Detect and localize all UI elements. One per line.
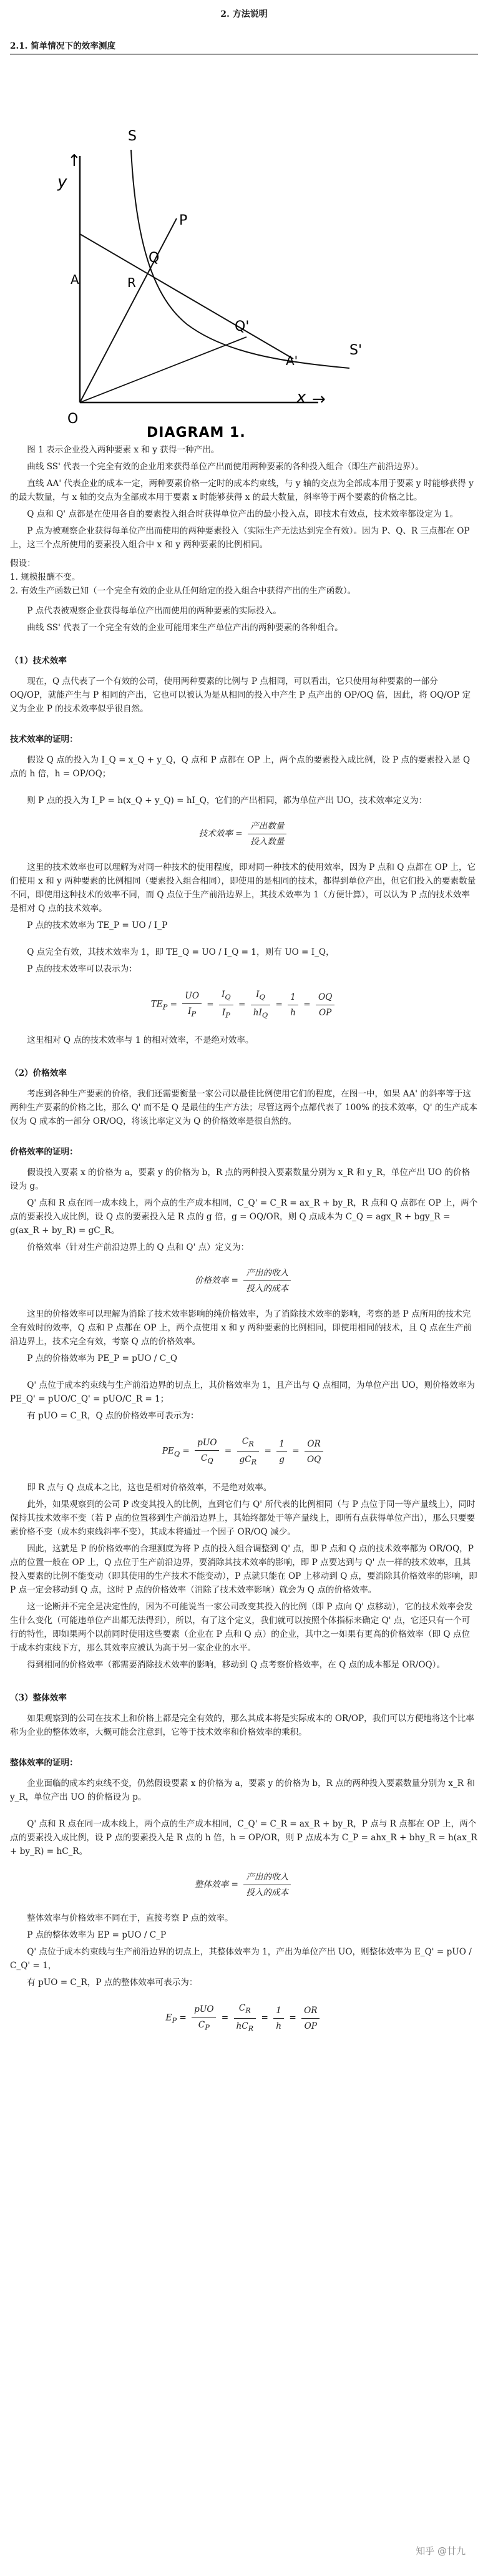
tech-proof-p6: P 点的技术效率可以表示为：: [27, 964, 137, 974]
label-a: A: [71, 272, 79, 287]
isoquant-ss-curve: [131, 150, 349, 368]
tep-formula: $TE_P$ = $\frac{UO}{I_P}$ = $\frac{I_Q}{I_P}$ = $\frac{I_Q}{hI_Q}$ = $\frac{1}{h}$ = $\frac{OQ}{OP}$: [10, 987, 478, 1022]
overall-efficiency-heading: （3）整体效率: [10, 1692, 67, 1703]
overall-efficiency-formula: [10, 1870, 478, 1900]
tech-proof-p3: 这里的技术效率也可以理解为对同一种技术的使用程度，即对同一种技术的使用效率，因为 P 点和 Q 点都在 OP 上，它们使用 x 和 y 两种要素的比例相同（要素投入组合相同），即使用的是相同的技术，都得到单位产出，但它们投入的要素数量不同，即使用这种技术的效率不同，而 Q 点位于生产前沿边界上，其技术效率为 1（方便计算），可以认为 P 点的技术效率是相对 Q 点的技术效率。: [10, 862, 476, 914]
label-q: Q: [149, 250, 160, 266]
intro-paragraph: 直线 AA' 代表企业的成本一定，两种要素价格一定时的成本约束线，与 y 轴的交点为全部成本用于要素 y 时能够获得 y 的最大数量，与 x 轴的交点为全部成本用于要素 x 时能够获得 x 的最大数量，斜率等于两个要素的价格之比。: [10, 479, 474, 502]
price-proof-p3: 价格效率（针对生产前沿边界上的 Q 点和 Q' 点）定义为：: [27, 1242, 250, 1253]
overall-proof-p6: 有 pUO = C_R，P 点的整体效率可表示为：: [27, 1977, 198, 1988]
label-a-prime: A': [286, 353, 298, 368]
intro-paragraph: P 点为被观察企业获得每单位产出而使用的两种要素投入（实际生产无法达到完全有效）。因为 P、Q、R 三点都在 OP 上，这三个点所使用的要素投入组合中 x 和 y 两种要素的比例相同。: [10, 526, 470, 550]
overall-proof-p2: Q' 点和 R 点在同一成本线上，两个点的生产成本相同，C_Q' = C_R = ax_R + by_R，P 点与 R 点都在 OP 上，两个点的要素投入成比例，设 P 点的要素投入是 R 点的 h 倍，h = OP/OR，则 P 点成本为 C_P = ahx_R + bhy_R = h(ax_R + by_R) = hC_R。: [10, 1818, 477, 1856]
price-proof-p12: 得到相同的价格效率（都需要消除技术效率的影响，移动到 Q 点考察价格效率，在 Q 点的成本都是 OR/OQ）。: [27, 1659, 446, 1670]
price-proof-p9: 此外，如果观察到的公司 P 改变其投入的比例，直到它们与 Q' 所代表的比例相同（与 P 点位于同一等产量线上），同时保持其技术效率不变（若 P 点的位置移到生产前沿边界上，其始终都处于等产量线上，即所有点获得单位产出），那么只要要素价格不变（成本约束线斜率不变），其成本将通过一个因子 OR/OQ 减少。: [10, 1499, 476, 1537]
tech-proof-heading: 技术效率的证明：: [10, 734, 78, 744]
label-y: y: [57, 173, 67, 192]
tech-intro: 现在，Q 点代表了一个有效的公司，使用两种要素的比例与 P 点相同，可以看出，它只使用每种要素的一部分 OQ/OP，就能产生与 P 相同的产出，它也可以被认为是从相同的投入中产生 P 点产出的 OP/OQ 倍，因此，将 OQ/OP 定义为企业 P 的技术效率似乎很自然。: [10, 676, 471, 714]
label-s-prime: S': [349, 343, 363, 358]
price-proof-p10: 因此，这就是 P 的价格效率的合理测度为将 P 点的投入组合调整到 Q' 点，即 P 点和 Q 点的技术效率都为 OR/OQ，P 点的位置一般在 OP 上，Q 点位于生产前沿边界，要消除其技术效率的影响，即 P 点要达到与 Q' 点一样的技术效率，且其投入要素的比例不能变动（即其使用的生产技术不能变动），P 点就只能在 OP 上移动到 Q 点，要消除其价格效率的影响，即 P 点一定会移动到 Q 点，这时 P 点的价格效率（消除了技术效率影响）就会为 Q 点的价格效率。: [10, 1543, 477, 1595]
formula-lhs: 整体效率 =: [194, 1879, 238, 1890]
formula-numerator: 产出的收入: [243, 1870, 291, 1885]
price-proof-p11: 这一论断并不完全是决定性的，因为不可能说当一家公司改变其投入的比例（即 P 点向 Q' 点移动），它的技术效率会发生什么变化（可能违单位产出都无法得到），所以，有了这个定义，我们就可以按照个体指标来确定 Q' 点，它还只有一个可行的特性，即如果两个以前同时使用这些要素（企业在 P 点和 Q 点）的企业，其中之一如果有更高的价格效率（即 Q 点位于成本约束线下方，那么其效率应被认为高于另一家企业的水平。: [10, 1601, 473, 1653]
cost-line-aa: [80, 234, 293, 359]
overall-intro: 如果观察到的公司在技术上和价格上都是完全有效的，那么其成本将是实际成本的 OR/OP，我们可以方便地将这个比率称为企业的整体效率，大概可能会注意到，它等于技术效率和价格效率的乘积。: [10, 1713, 474, 1737]
label-q-prime: Q': [235, 319, 250, 334]
assumption-item: 2. 有效生产函数已知（一个完全有效的企业从任何给定的投入组合中获得产出的生产函数）。: [10, 586, 356, 596]
diagram-title: DIAGRAM 1.: [147, 425, 246, 437]
formula-denominator: 投入的成本: [246, 1284, 289, 1294]
label-x: x: [296, 388, 306, 407]
intro-paragraph: Q 点和 Q' 点都是在使用各自的要素投入组合时获得单位产出的最小投入点，即技术有效点，技术效率都设定为 1。: [27, 509, 459, 519]
tech-proof-p2: 则 P 点的投入为 I_P = h(x_Q + y_Q) = hI_Q，它们的产出相同，都为单位产出 UO，技术效率定义为：: [27, 796, 427, 806]
overall-proof-p5: Q' 点位于成本约束线与生产前沿边界的切点上，其整体效率为 1，产出为单位产出 UO，则整体效率为 E_Q' = pUO / C_Q' = 1，: [10, 1946, 472, 1971]
page-title: 2. 方法说明: [220, 9, 268, 19]
peq-formula: $PE_Q$ = $\frac{\text{pUO}}{C_Q}$ = $\frac{C_R}{gC_R}$ = $\frac{1}{g}$ = $\frac{OR}{OQ}$: [10, 1434, 478, 1469]
intro-paragraph: 曲线 SS' 代表一个完全有效的企业用来获得单位产出而使用两种要素的各种投入组合（即生产前沿边界）。: [27, 462, 424, 472]
y-axis-arrow: ↑: [67, 152, 81, 170]
label-r: R: [127, 275, 136, 290]
note-paragraph: P 点代表被观察企业获得每单位产出而使用的两种要素的实际投入。: [27, 606, 281, 616]
price-proof-p6: Q' 点位于成本约束线与生产前沿边界的切点上，其价格效率为 1，且产出与 Q 点相同，为单位产出 UO，则价格效率为 PE_Q' = pUO/C_Q' = pUO/C_R = 1；: [10, 1380, 475, 1405]
price-proof-p4: 这里的价格效率可以理解为消除了技术效率影响的纯价格效率，为了消除技术效率的影响，考察的是 P 点所用的技术完全有效时的效率，Q 点和 P 点都在 OP 上，两个点使用 x 和 y 两种要素的比例相同，即使用相同的技术，且 Q 点在生产前沿边界上，技术完全有效，考察 Q 点的价格效率。: [10, 1309, 472, 1347]
price-efficiency-formula: [10, 1266, 478, 1296]
price-proof-heading: 价格效率的证明：: [10, 1147, 78, 1158]
formula-numerator: 产出数量: [248, 819, 286, 834]
x-axis-arrow: →: [312, 390, 326, 409]
formula-denominator: 投入数量: [250, 837, 285, 847]
label-origin: O: [67, 411, 79, 427]
tech-proof-p4: P 点的技术效率为 TE_P = UO / I_P: [27, 920, 168, 930]
watermark: 知乎 @廿九: [416, 2545, 466, 2557]
tech-efficiency-formula: [10, 819, 478, 849]
overall-proof-p4: P 点的整体效率为 EP = pUO / C_P: [27, 1930, 167, 1940]
price-intro: 考虑到各种生产要素的价格，我们还需要衡量一家公司以最佳比例使用它们的程度，在图一中，如果 AA' 的斜率等于这两种生产要素的价格之比，那么 Q' 而不是 Q 是最佳的生产方法；尽管这两个点都代表了 100% 的技术效率，Q' 的生产成本仅为 Q 成本的一部分 OR/OQ，将该比率定义为 Q 的价格效率是很自然的。: [10, 1089, 477, 1127]
overall-proof-p3: 整体效率与价格效率不同在于，直接考察 P 点的效率。: [27, 1913, 233, 1923]
note-paragraph: 曲线 SS' 代表了一个完全有效的企业可能用来生产单位产出的两种要素的各种组合。: [27, 623, 343, 633]
diagram-svg: [0, 62, 488, 437]
ray-oq-prime: [80, 337, 246, 402]
price-proof-p2: Q' 点和 R 点在同一成本线上，两个点的生产成本相同，C_Q' = C_R = ax_R + by_R，R 点和 Q 点都在 OP 上，两个点的要素投入成比例，设 Q 点的要素投入是 R 点的 g 倍，g = OQ/OR，则 Q 点成本为 C_Q = agx_R + bgy_R = g(ax_R + by_R) = gC_R。: [10, 1198, 478, 1236]
tech-proof-p5: Q 点完全有效，其技术效率为 1，即 TE_Q = UO / I_Q = 1，则有 UO = I_Q，: [27, 947, 334, 957]
ep-formula: $E_P$ = $\frac{\text{pUO}}{C_P}$ = $\frac{C_R}{hC_R}$ = $\frac{1}{h}$ = $\frac{OR}{OP}$: [10, 2001, 478, 2036]
intro-paragraph: 图 1 表示企业投入两种要素 x 和 y 获得一种产出。: [27, 445, 220, 455]
formula-denominator: 投入的成本: [246, 1887, 289, 1898]
section-heading: 2.1. 简单情况下的效率测度: [10, 41, 116, 51]
price-proof-p8: 即 R 点与 Q 点成本之比，这也是相对价格效率，不是绝对效率。: [27, 1482, 272, 1493]
formula-numerator: 产出的收入: [243, 1266, 291, 1281]
ray-op: [80, 218, 177, 402]
overall-proof-p1: 企业面临的成本约束线不变，仍然假设要素 x 的价格为 a，要素 y 的价格为 b，R 点的两种投入要素数量分别为 x_R 和 y_R，单位产出 UO 的价格设为 p。: [10, 1778, 475, 1802]
formula-lhs: 技术效率 =: [198, 829, 243, 839]
assumption-item: 1. 规模报酬不变。: [10, 572, 81, 582]
section-divider: [10, 54, 478, 55]
price-proof-p7: 有 pUO = C_R，Q 点的价格效率可表示为：: [27, 1411, 199, 1422]
label-p: P: [179, 213, 188, 228]
overall-proof-heading: 整体效率的证明：: [10, 1757, 78, 1768]
price-proof-p1: 假设投入要素 x 的价格为 a，要素 y 的价格为 b，R 点的两种投入要素数量分别为 x_R 和 y_R，单位产出 UO 的价格设为 g。: [10, 1168, 471, 1192]
assumptions-label: 假设：: [10, 559, 36, 568]
label-s: S: [128, 129, 137, 144]
diagram-figure: [0, 62, 488, 437]
tech-proof-p1: 假设 Q 点的投入为 I_Q = x_Q + y_Q，Q 点和 P 点都在 OP 上，两个点的要素投入成比例，设 P 点的要素投入是 Q 点的 h 倍，h = OP/OQ；: [10, 755, 471, 779]
tech-proof-p7: 这里相对 Q 点的技术效率与 1 的相对效率，不是绝对效率。: [27, 1035, 254, 1046]
technical-efficiency-heading: （1）技术效率: [10, 656, 67, 666]
formula-lhs: 价格效率 =: [194, 1276, 238, 1286]
price-proof-p5: P 点的价格效率为 PE_P = pUO / C_Q: [27, 1354, 178, 1364]
price-efficiency-heading: （2）价格效率: [10, 1068, 67, 1079]
